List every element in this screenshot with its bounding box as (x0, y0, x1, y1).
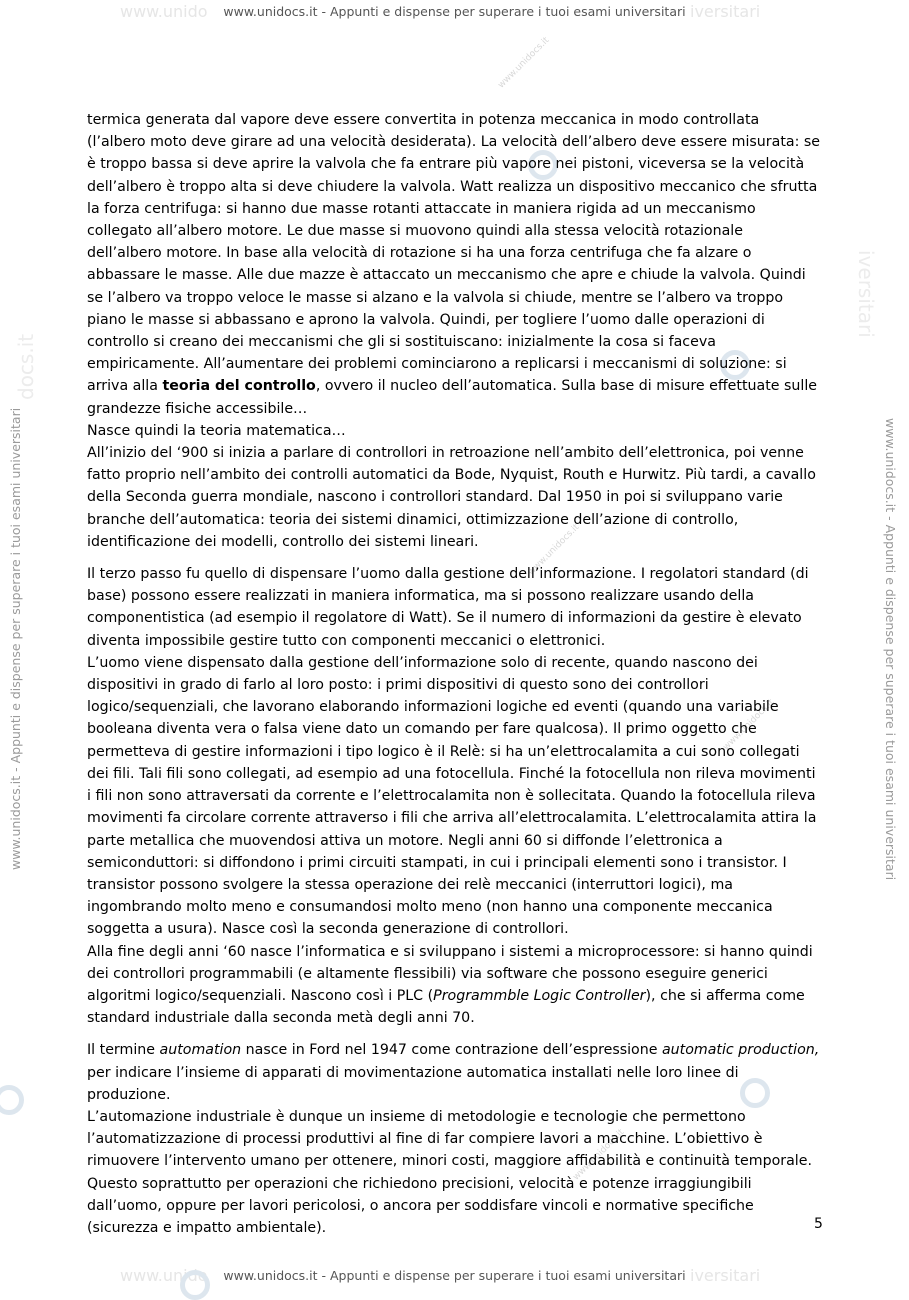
watermark-ghost-left: www.unido (120, 2, 208, 21)
paragraph (87, 1039, 822, 1106)
text-run: All’inizio del ‘900 si inizia a parlare di controllori in retroazione nell’ambito dell’elettronica, poi venne fatto proprio nell’ambito dei controlli automatici da Bode, Nyquist, Routh e Hurwitz. Più tardi, a cavallo della Seconda guerra mondiale, nascono i controllori standard. Dal 1950 in poi si sviluppano varie branche dell’automatica: teoria dei sistemi dinamici, ottimizzazione dell’azione di controllo, identificazione dei modelli, controllo dei sistemi lineari. (87, 445, 816, 550)
text-run: Il termine (87, 1042, 160, 1059)
watermark-ghost-right-bottom: iversitari (690, 1266, 761, 1285)
watermark-stamp: www.unidocs.it (496, 35, 552, 91)
text-run: Alla fine degli anni ‘60 nasce l’informatica e si sviluppano i sistemi a microprocessore: si hanno quindi dei controllori programmabili (e altamente flessibili) via software che possono eseguire generici algoritmi logico/sequenziali. Nascono così i PLC ( (87, 943, 813, 1004)
page-number: 5 (814, 1216, 823, 1232)
side-ghost-right: iversitari (854, 250, 878, 338)
paragraph-gap (87, 553, 822, 563)
paragraph (87, 109, 822, 420)
footer-watermark: www.unidocs.it - Appunti e dispense per superare i tuoi esami universitari (223, 1268, 686, 1283)
paragraph (87, 1106, 822, 1239)
text-run: termica generata dal vapore deve essere convertita in potenza meccanica in modo controllata (l’albero moto deve girare ad una velocità desiderata). La velocità dell’albero deve essere misurata: se è troppo bassa si deve aprire la valvola che fa entrare più vapore nei pistoni, viceversa se la velocità dell’albero è troppo alta si deve chiudere la valvola. Watt realizza un dispositivo meccanico che sfrutta la forza centrifuga: si hanno due masse rotanti attaccate in maniera rigida ad un meccanismo collegato all’albero motore. Le due masse si muovono quindi alla stessa velocità rotazionale dell’albero motore. In base alla velocità di rotazione si ha una forza centrifuga che fa alzare o abbassare le masse. Alle due mazze è attaccato un meccanismo che apre e chiude la valvola. Quindi se l’albero va troppo veloce le masse si alzano e la valvola si chiude, mentre se l’albero va troppo piano le masse si abbassano e aprono la valvola. Quindi, per togliere l’uomo dalle operazioni di controllo si creano dei meccanismi che gli si sostituiscano: inizialmente la cosa si faceva empiricamente. All’aumentare dei problemi cominciarono a replicarsi i meccanismi di soluzione: si arriva alla (87, 112, 820, 395)
paragraph (87, 563, 822, 652)
watermark-stamp: www.unidocs.it (526, 522, 582, 578)
bold-term: teoria del controllo (162, 378, 316, 395)
italic-term: automatic production, (661, 1042, 820, 1059)
paragraph (87, 442, 822, 553)
unidocs-logo-icon (0, 1085, 24, 1115)
text-run: , ovvero il nucleo dell’automatica. Sulla base di misure effettuate sulle grandezze fisiche accessibile… (87, 378, 817, 417)
text-run: per indicare l’insieme di apparati di movimentazione automatica installati nelle loro linee di produzione. (87, 1064, 739, 1103)
watermark-stamp: www.unidocs.it (721, 697, 777, 753)
side-watermark-left: www.unidocs.it - Appunti e dispense per superare i tuoi esami universitari (8, 407, 23, 870)
italic-term: automation (159, 1042, 242, 1059)
text-run: L’automazione industriale è dunque un insieme di metodologie e tecnologie che permettono l’automatizzazione di processi produttivi al fine di far compiere lavori a macchine. L’obiettivo è rimuovere l’intervento umano per ottenere, minori costi, maggiore affidabilità e continuità temporale. Questo soprattutto per operazioni che richiedono precisioni, velocità e potenze irraggiungibili dall’uomo, oppure per lavori pericolosi, o ancora per soddisfare vincoli e normative specifiche (sicurezza e impatto ambientale). (87, 1108, 812, 1236)
document-body (87, 109, 822, 1239)
text-run: L’uomo viene dispensato dalla gestione dell’informazione solo di recente, quando nascono dei dispositivi in grado di farlo al loro posto: i primi dispositivi di questo sono dei controllori logico/sequenziali, che lavorano elaborando informazioni logiche ed eventi (quando una variabile booleana diventa vera o falsa viene dato un comando per fare qualcosa). Il primo oggetto che permetteva di gestire informazioni i tipo logico è il Relè: si ha un’elettrocalamita a cui sono collegati dei fili. Tali fili sono collegati, ad esempio ad una fotocellula. Finché la fotocellula non rileva movimenti i fili non sono attraversati da corrente e l’elettrocalamita non è sollecitata. Quando la fotocellula rileva movimenti fa circolare corrente attraverso i fili che arriva all’elettrocalamita. L’elettrocalamita attira la parte metallica che muovendosi attiva un motore. Negli anni 60 si diffonde l’elettronica a semiconduttori: si diffondono i primi circuiti stampati, in cui i principali elementi sono i transistor. I transistor possono svolgere la stessa operazione dei relè meccanici (interruttori logici), ma ingombrando molto meno e consumandosi molto meno (non hanno una componente meccanica soggetta a usura). Nasce così la seconda generazione di controllori. (87, 654, 817, 938)
text-run: Nasce quindi la teoria matematica… (87, 422, 346, 439)
text-run: ), che si afferma come standard industriale dalla seconda metà degli anni 70. (87, 987, 805, 1027)
header-watermark: www.unidocs.it - Appunti e dispense per superare i tuoi esami universitari (223, 4, 686, 19)
watermark-stamp: www.unidocs.it (571, 1127, 627, 1183)
text-run: nasce in Ford nel 1947 come contrazione dell’espressione (241, 1042, 662, 1059)
paragraph (87, 420, 822, 442)
italic-term: Programmble Logic Controller (433, 987, 646, 1004)
paragraph (87, 652, 822, 941)
paragraph (87, 941, 822, 1030)
unidocs-logo-icon (180, 1270, 210, 1300)
watermark-ghost-right: iversitari (690, 2, 761, 21)
text-run: Il terzo passo fu quello di dispensare l’uomo dalla gestione dell’informazione. I regolatori standard (di base) possono essere realizzati in maniera informatica, ma si possono realizzare usando della componentistica (ad esempio il regolatore di Watt). Se il numero di informazioni da gestire è elevato diventa impossibile gestire tutto con componenti meccanici o elettronici. (87, 566, 809, 649)
side-ghost-left: docs.it (14, 333, 38, 400)
paragraph-gap (87, 1029, 822, 1039)
watermark-ghost-left-bottom: www.unido (120, 1266, 208, 1285)
side-watermark-right: www.unidocs.it - Appunti e dispense per superare i tuoi esami universitari (883, 418, 898, 881)
